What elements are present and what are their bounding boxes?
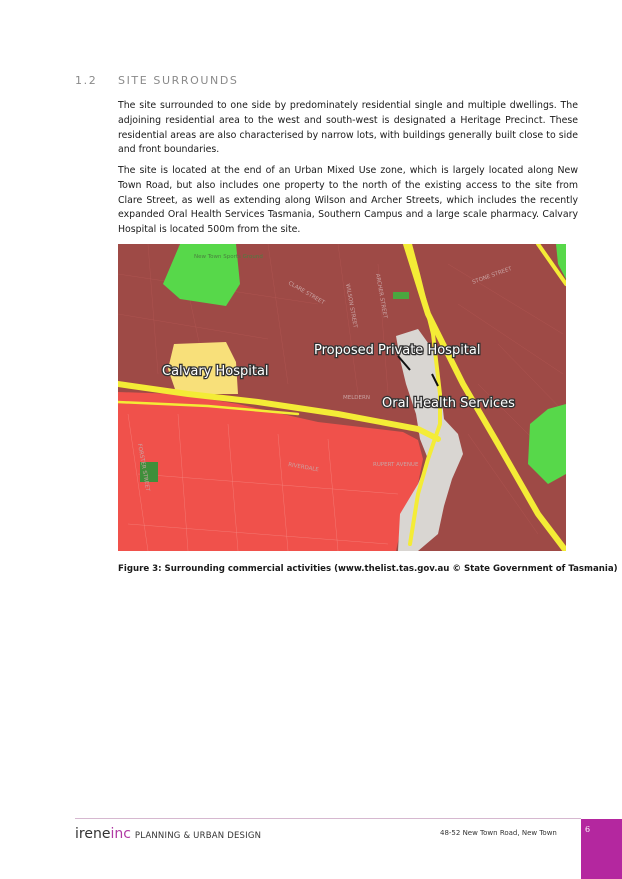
- footer-divider: [75, 818, 581, 819]
- zoning-map: [118, 244, 566, 551]
- svg-text:STONE STREET: STONE STREET: [471, 266, 513, 286]
- section-heading: [75, 74, 239, 87]
- map-label-proposed-hospital: Proposed Private Hospital: [314, 343, 481, 358]
- map-label-oral-health: Oral Health Services: [382, 396, 515, 411]
- map-label-calvary-hospital: Calvary Hospital: [162, 364, 269, 379]
- footer-logo: [75, 823, 261, 842]
- svg-text:FORSTER STREET: FORSTER STREET: [136, 443, 151, 492]
- page-number: 6: [585, 825, 591, 834]
- paragraph-1: The site surrounded to one side by predominately residential single and multiple dwellings. The adjoining residential area to the west and south-west is designated a Heritage Precinct. These residential areas are also characterised by narrow lots, with buildings generally built close to side and front boundaries.: [118, 100, 578, 156]
- svg-text:RIVERDALE: RIVERDALE: [287, 462, 320, 474]
- svg-text:ARCHER STREET: ARCHER STREET: [374, 273, 388, 319]
- svg-text:MELDERN: MELDERN: [343, 395, 370, 401]
- section-number: 1.2: [75, 74, 98, 87]
- logo-inc: inc: [110, 826, 131, 842]
- map-green-label: New Town Sports Ground: [194, 254, 263, 260]
- section-title: SITE SURROUNDS: [118, 74, 239, 87]
- svg-text:WILSON STREET: WILSON STREET: [344, 283, 358, 329]
- figure-caption: Figure 3: Surrounding commercial activities (www.thelist.tas.gov.au © State Government of Tasmania): [118, 564, 618, 574]
- paragraph-2: The site is located at the end of an Urban Mixed Use zone, which is largely located along New Town Road, but also includes one property to the north of the existing access to the site from Clare Street, as well as extending along Wilson and Archer Streets, which includes the recently expanded Oral Health Services Tasmania, Southern Campus and a large scale pharmacy. Calvary Hospital is located 500m from the site.: [118, 165, 578, 236]
- svg-text:CLARE STREET: CLARE STREET: [287, 280, 326, 307]
- svg-text:RUPERT AVENUE: RUPERT AVENUE: [373, 462, 419, 468]
- footer-address: 48-52 New Town Road, New Town: [440, 829, 557, 837]
- logo-irene: irene: [75, 826, 111, 842]
- logo-tagline: PLANNING & URBAN DESIGN: [134, 831, 262, 841]
